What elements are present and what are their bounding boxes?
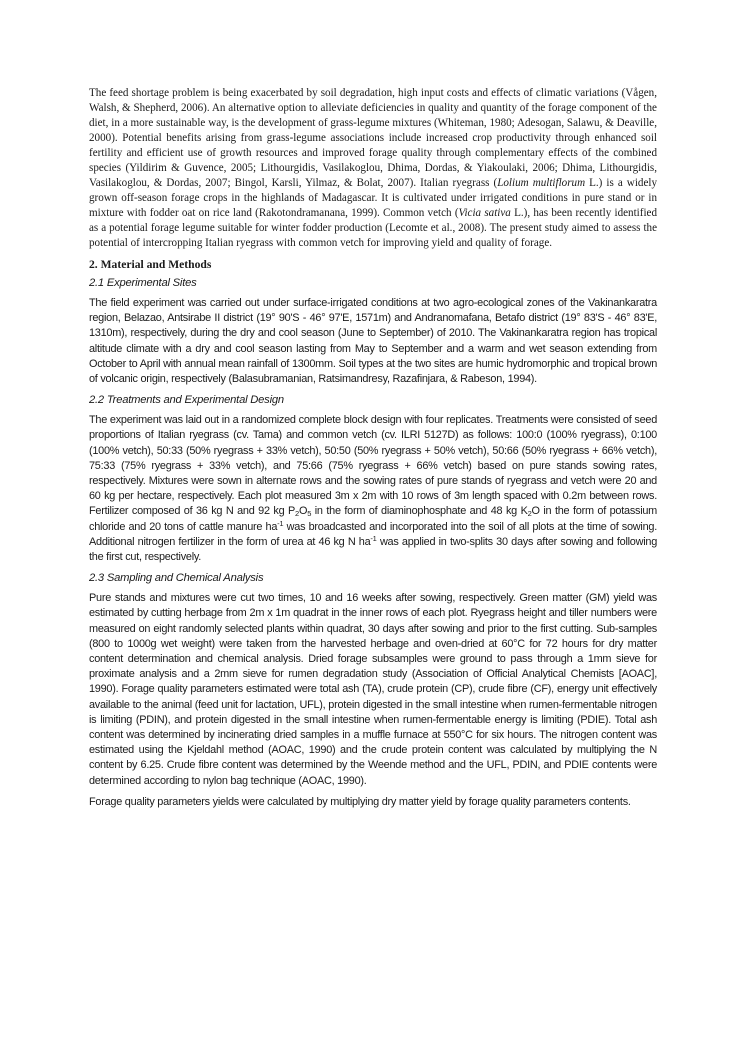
design-text-1: The experiment was laid out in a randomized complete block design with four replicates. Treatments were consisted of seed proportions of Italian ryegrass (cv. Tama) and common vetch (cv. ILRI 5127D) as follows: 100:0 (100% ryegrass), 0:100 (100% vetch), 50:33 (50% ryegrass + 33% vetch), 50:50 (50% ryegrass + 50% vetch), 50:66 (50% ryegrass + 66% vetch), 75:33 (75% ryegrass + 33% vetch), and 75:66 (75% ryegrass + 66% vetch) based on pure stands sowing rates, respectively. Mixtures were sown in alternate rows and the sowing rates of pure stands of ryegrass and vetch were 20 and 60 kg per hectare, respectively. Each plot measured 3m x 2m with 10 rows of 3m length spaced with 0.2m between rows. Fertilizer composed of 36 kg N and 92 kg P <box>89 414 657 518</box>
subsection-heading-sampling: 2.3 Sampling and Chemical Analysis <box>89 572 264 585</box>
intro-text-part-2: L.) is a widely grown off-season forage crops in the highlands of Madagascar. It is cultivated under irrigated conditions in pure stand or in mixture with fodder oat on rice land (Rakotondramanana, 1999). Common vetch ( <box>89 177 658 219</box>
subscript-o5: 5 <box>307 509 312 519</box>
intro-paragraph <box>89 86 657 251</box>
design-text-5: was broadcasted and incorporated into the soil of all plots at the time of sowing. Additional nitrogen fertilizer in the form of urea at 46 kg N ha <box>89 520 657 548</box>
superscript-ha-2: -1 <box>370 533 377 543</box>
superscript-ha-1: -1 <box>277 518 284 528</box>
species-name-ryegrass: Lolium multiflorum <box>497 177 586 189</box>
yield-calculation-paragraph: Forage quality parameters yields were calculated by multiplying dry matter yield by forage quality parameters contents. <box>89 795 631 808</box>
design-text-3: in the form of diaminophosphate and 48 kg K <box>311 505 528 518</box>
intro-text-part-3: L.), has been recently identified as a potential forage legume suitable for winter fodder production (Lecomte et al., 2008). The present study aimed to assess the potential of intercropping Italian ryegrass with common vetch for improving yield and quality of forage. <box>89 207 657 249</box>
document-page <box>89 86 657 816</box>
design-text-6: was applied in two-splits 30 days after sowing and following the first cut, respectively. <box>89 535 658 564</box>
design-text-4: O in the form of potassium chloride and 20 tons of cattle manure ha <box>89 505 658 533</box>
intro-text-part-1: The feed shortage problem is being exacerbated by soil degradation, high input costs and effects of climatic variations (Vågen, Walsh, & Shepherd, 2006). An alternative option to alleviate deficiencies in quality and quantity of the forage component of the diet, in a more sustainable way, is the development of grass-legume mixtures (Whiteman, 1980; Adesogan, Salawu, & Deaville, 2000). Potential benefits arising from grass-legume associations include increased crop productivity through enhanced soil fertility and efficient use of growth resources and improved forage quality through complementary effects of the combined species (Yildirim & Guvence, 2005; Lithourgidis, Vasilakoglou, Dhima, Dordas, & Yiakoulaki, 2006; Dhima, Lithourgidis, Vasilakoglou, & Dordas, 2007; Bingol, Karsli, Yilmaz, & Bolat, 2007). Italian ryegrass ( <box>89 87 657 189</box>
subsection-heading-design: 2.2 Treatments and Experimental Design <box>89 394 284 407</box>
section-heading-methods: 2. Material and Methods <box>89 258 212 271</box>
subscript-p2: 2 <box>295 509 299 519</box>
species-name-vetch: Vicia sativa <box>458 207 511 219</box>
sites-paragraph: The field experiment was carried out under surface-irrigated conditions at two agro-ecological zones of the Vakinankaratra region, Belazao, Antsirabe II district (19° 90'S - 46° 97'E, 1571m) and Andranomafana, Betafo district (19° 83'S - 46° 83'E, 1310m), respectively, during the dry and cool season (June to September) of 2010. The Vakinankaratra region has tropical altitude climate with a dry and cool season lasting from May to September and a warm and wet season extending from October to April with annual mean rainfall of 1300mm. Soil types at the two sites are humic hydromorphic and tropical brown of volcanic origin, respectively (Balasubramanian, Ratsimandresy, Razafinjara, & Rabeson, 1994). <box>89 297 657 386</box>
design-text-2: O <box>298 505 308 518</box>
subscript-k2: 2 <box>527 509 532 519</box>
sampling-paragraph: Pure stands and mixtures were cut two times, 10 and 16 weeks after sowing, respectively. Green matter (GM) yield was estimated by cutting herbage from 2m x 1m quadrat in the inner rows of each plot. Ryegrass height and tiller numbers were measured on eight randomly selected plants within quadrat, 30 days after sowing and prior to the first cutting. Sub-samples (800 to 1000g wet weight) were taken from the harvested herbage and oven-dried at 60°C for 72 hours for dry matter content determination and chemical analysis. Dried forage subsamples were ground to pass through a 1mm sieve for proximate analysis and a 2mm sieve for rumen degradation study (Association of Official Analytical Chemists [AOAC], 1990). Forage quality parameters estimated were total ash (TA), crude protein (CP), crude fibre (CF), energy unit effectively available to the animal (feed unit for lactation, UFL), protein digested in the small intestine when rumen-fermentable nitrogen is limiting (PDIN), and protein digested in the small intestine when rumen-fermentable energy is limiting (PDIE). Total ash content was determined by incinerating dried samples in a muffle furnace at 550°C for six hours. The nitrogen content was estimated using the Kjeldahl method (AOAC, 1990) and the crude protein content was calculated by multiplying the N content by 6.25. Crude fibre content was determined by the Weende method and the UFL, PDIN, and PDIE contents were determined according to nylon bag technique (AOAC, 1990). <box>89 592 657 787</box>
design-paragraph <box>89 413 657 565</box>
subsection-heading-sites: 2.1 Experimental Sites <box>89 277 197 289</box>
